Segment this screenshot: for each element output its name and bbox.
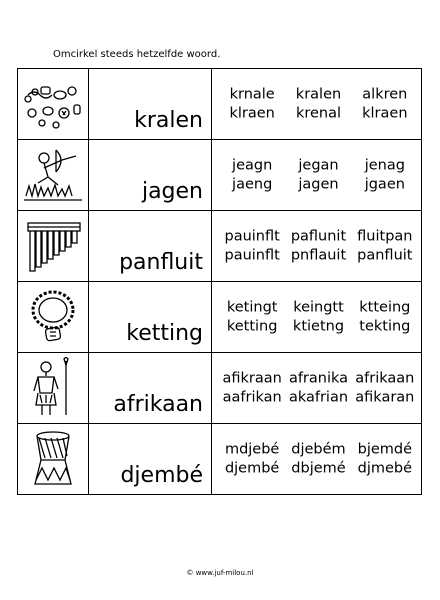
word-option[interactable]: djmebé	[357, 460, 413, 477]
word-option[interactable]: keingtt	[293, 299, 344, 316]
worksheet-row	[18, 211, 422, 282]
word-option[interactable]: jaeng	[232, 176, 273, 193]
worksheet-row	[18, 424, 422, 495]
word-cell	[89, 282, 212, 353]
word-option[interactable]: afrikaan	[355, 370, 415, 387]
footer-copyright: © www.juf-milou.nl	[186, 569, 254, 577]
necklace-icon	[22, 286, 84, 348]
word-option[interactable]: dbjemé	[291, 460, 346, 477]
options-cell	[212, 140, 422, 211]
word-option[interactable]: panfluit	[357, 247, 413, 264]
word-option[interactable]: pnflauit	[290, 247, 347, 264]
target-word: afrikaan	[113, 392, 203, 417]
options-cell	[212, 69, 422, 140]
word-option[interactable]: krnale	[229, 86, 275, 103]
word-option[interactable]: jegan	[298, 157, 339, 174]
word-option[interactable]: ktteing	[359, 299, 411, 316]
options-cell	[212, 424, 422, 495]
word-option[interactable]: fluitpan	[357, 228, 413, 245]
worksheet-row	[18, 69, 422, 140]
word-option[interactable]: jenag	[364, 157, 405, 174]
word-option[interactable]: afikaran	[355, 389, 415, 406]
target-word: ketting	[126, 321, 203, 346]
word-option[interactable]: djembé	[224, 460, 280, 477]
image-cell	[18, 69, 89, 140]
word-option[interactable]: kralen	[295, 86, 342, 103]
worksheet-row	[18, 282, 422, 353]
instruction-text: Omcirkel steeds hetzelfde woord.	[53, 49, 221, 60]
djembe-drum-icon	[22, 428, 84, 490]
word-option[interactable]: aafrikan	[222, 389, 282, 406]
worksheet-row	[18, 140, 422, 211]
word-option[interactable]: paflunit	[290, 228, 347, 245]
word-option[interactable]: mdjebé	[224, 441, 280, 458]
african-person-icon	[22, 357, 84, 419]
word-cell	[89, 140, 212, 211]
word-option[interactable]: afranika	[288, 370, 349, 387]
image-cell	[18, 353, 89, 424]
word-option[interactable]: ktietng	[292, 318, 345, 335]
word-cell	[89, 424, 212, 495]
word-option[interactable]: afikraan	[222, 370, 282, 387]
word-option[interactable]: jeagn	[232, 157, 273, 174]
word-option[interactable]: ketingt	[226, 299, 278, 316]
word-option[interactable]: jgaen	[364, 176, 405, 193]
word-option[interactable]: djebém	[291, 441, 346, 458]
worksheet-row	[18, 353, 422, 424]
word-option[interactable]: krenal	[295, 105, 342, 122]
word-option[interactable]: akafrian	[288, 389, 349, 406]
word-option[interactable]: pauinflt	[224, 247, 280, 264]
image-cell	[18, 282, 89, 353]
hunter-icon	[22, 144, 84, 206]
options-cell	[212, 282, 422, 353]
image-cell	[18, 140, 89, 211]
word-option[interactable]: pauinflt	[224, 228, 280, 245]
word-cell	[89, 69, 212, 140]
word-option[interactable]: ketting	[226, 318, 278, 335]
target-word: panfluit	[119, 250, 203, 275]
word-option[interactable]: klraen	[229, 105, 275, 122]
image-cell	[18, 424, 89, 495]
options-cell	[212, 211, 422, 282]
word-search-table	[17, 68, 422, 495]
word-option[interactable]: bjemdé	[357, 441, 413, 458]
word-option[interactable]: klraen	[362, 105, 408, 122]
options-cell	[212, 353, 422, 424]
panflute-icon	[22, 215, 84, 277]
target-word: jagen	[141, 179, 203, 204]
target-word: djembé	[120, 463, 203, 488]
word-option[interactable]: alkren	[362, 86, 408, 103]
word-cell	[89, 353, 212, 424]
target-word: kralen	[134, 108, 203, 133]
beads-icon	[22, 73, 84, 135]
word-cell	[89, 211, 212, 282]
word-option[interactable]: tekting	[359, 318, 411, 335]
word-option[interactable]: jagen	[298, 176, 339, 193]
image-cell	[18, 211, 89, 282]
